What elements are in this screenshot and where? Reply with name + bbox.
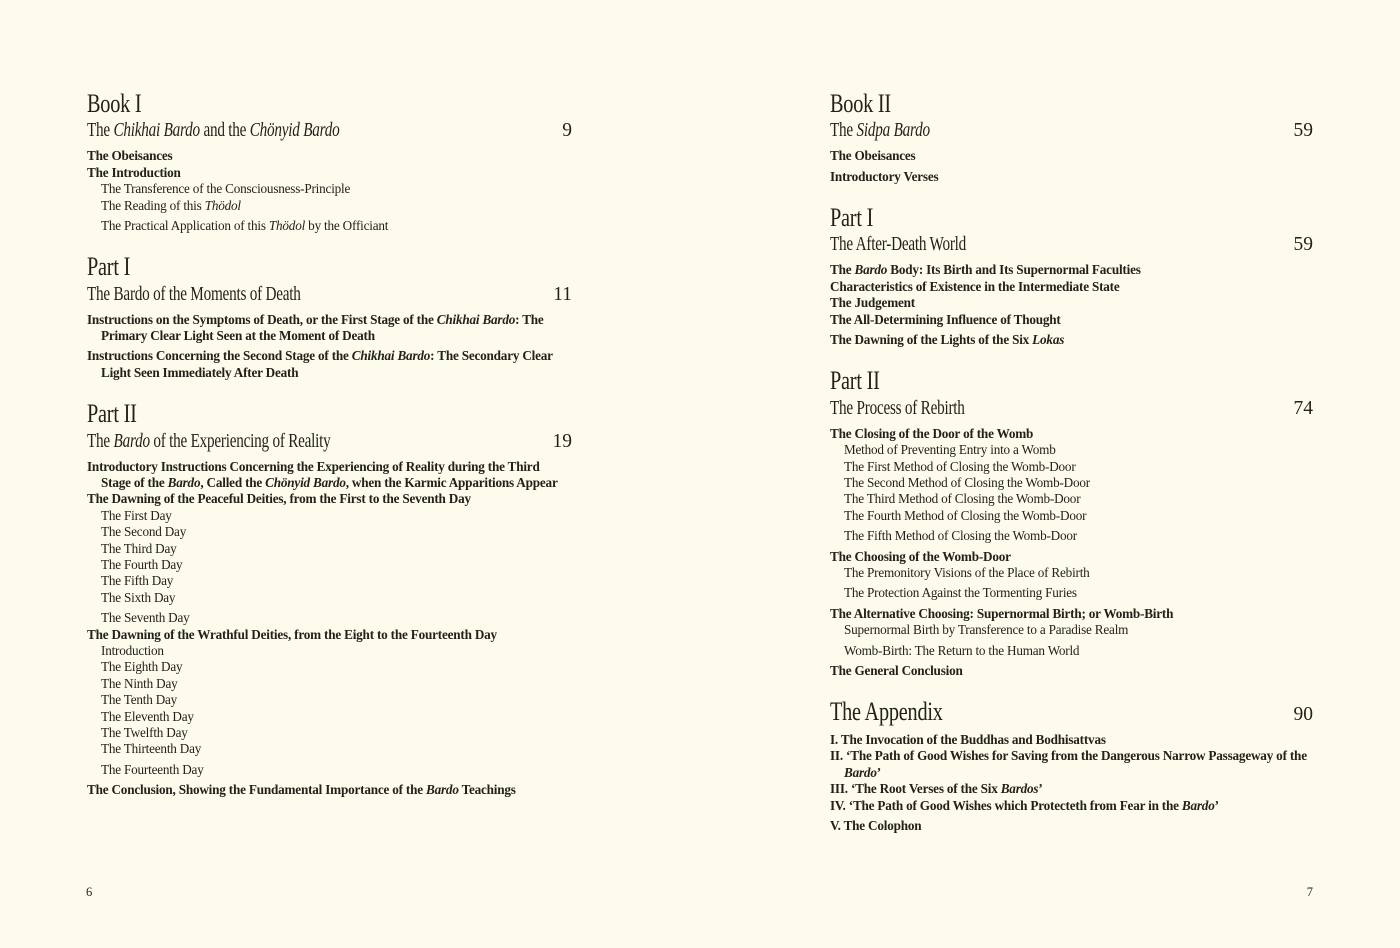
- section-page-ref: 59: [1293, 120, 1313, 142]
- toc-section: [830, 90, 1313, 185]
- section-heading: [830, 367, 1313, 394]
- toc-section: [87, 253, 572, 381]
- toc-section: [830, 204, 1313, 348]
- toc-section: [830, 367, 1313, 679]
- section-heading-label: Part I: [830, 203, 874, 233]
- section-heading: [830, 698, 1313, 725]
- section-page-ref: 9: [562, 120, 572, 142]
- toc-entry: The Fourteenth Day: [101, 761, 204, 777]
- toc-entry: The First Day: [101, 507, 172, 523]
- toc-entry: The Fourth Day: [101, 556, 183, 572]
- toc-entry: Introduction: [101, 643, 164, 659]
- toc-entry: The Dawning of the Peaceful Deities, from the First to the Seventh Day: [87, 491, 471, 507]
- section-title-label: The Sidpa Bardo: [830, 120, 930, 142]
- toc-entry: I. The Invocation of the Buddhas and Bodhisattvas: [830, 731, 1106, 747]
- toc-entry-list: [87, 459, 572, 799]
- folio-number-right: 7: [1306, 885, 1313, 899]
- section-heading-label: Book I: [87, 89, 142, 118]
- section-page-ref: 11: [553, 283, 572, 305]
- section-title: [87, 430, 572, 453]
- toc-entry: The Judgement: [830, 295, 915, 311]
- toc-section: [830, 698, 1313, 834]
- toc-entry: The Dawning of the Lights of the Six Lokas: [830, 332, 1065, 348]
- toc-entry: Supernormal Birth by Transference to a Paradise Realm: [844, 622, 1129, 638]
- toc-entry: III. ‘The Root Verses of the Six Bardos’: [830, 781, 1043, 797]
- toc-entry: The Thirteenth Day: [101, 741, 202, 757]
- toc-entry: The Bardo Body: Its Birth and Its Supernormal Faculties: [830, 262, 1141, 278]
- toc-entry: The Third Method of Closing the Womb-Door: [844, 491, 1081, 507]
- toc-entry: IV. ‘The Path of Good Wishes which Protecteth from Fear in the Bardo’: [830, 797, 1219, 813]
- toc-entry: The Twelfth Day: [101, 725, 188, 741]
- section-heading: [87, 90, 572, 117]
- toc-entry: The Choosing of the Womb-Door: [830, 548, 1011, 564]
- toc-entry: The Dawning of the Wrathful Deities, from the Eight to the Fourteenth Day: [87, 626, 497, 642]
- toc-entry-list: [87, 312, 572, 382]
- toc-entry: The Fourth Method of Closing the Womb-Door: [844, 507, 1087, 523]
- toc-entry: The Reading of this Thödol: [101, 197, 241, 213]
- section-title-label: The Process of Rebirth: [830, 397, 965, 419]
- toc-entry: The Eighth Day: [101, 659, 183, 675]
- toc-entry: Womb-Birth: The Return to the Human World: [844, 642, 1080, 658]
- toc-entry: Method of Preventing Entry into a Womb: [844, 442, 1056, 458]
- toc-entry-list: [830, 262, 1313, 348]
- toc-entry-list: [830, 732, 1313, 834]
- section-heading: [830, 204, 1313, 231]
- toc-entry: The First Method of Closing the Womb-Door: [844, 458, 1076, 474]
- section-title: [87, 119, 572, 142]
- toc-entry: The Alternative Choosing: Supernormal Birth; or Womb-Birth: [830, 605, 1174, 621]
- toc-entry: The Ninth Day: [101, 675, 178, 691]
- toc-entry: The Premonitory Visions of the Place of Rebirth: [844, 564, 1090, 580]
- section-page-ref: 74: [1293, 397, 1313, 419]
- toc-entry: The Transference of the Consciousness-Principle: [101, 181, 351, 197]
- toc-entry: The All-Determining Influence of Thought: [830, 311, 1061, 327]
- toc-entry: Introductory Instructions Concerning the Experiencing of Reality during the Third Stage of the Bardo, Called the Chönyid Bardo, when the Karmic Apparitions Appear: [87, 458, 558, 490]
- toc-entry: The Introduction: [87, 164, 181, 180]
- toc-entry-list: [87, 148, 572, 234]
- section-title: [87, 283, 572, 306]
- toc-entry: Instructions Concerning the Second Stage of the Chikhai Bardo: The Secondary Clear Light Seen Immediately After Death: [87, 348, 553, 380]
- toc-entry: The Closing of the Door of the Womb: [830, 425, 1034, 441]
- section-title-label: The After-Death World: [830, 234, 967, 256]
- section-page-ref: 90: [1293, 704, 1313, 726]
- toc-entry: Introductory Verses: [830, 168, 939, 184]
- section-title-label: The Bardo of the Experiencing of Reality: [87, 430, 331, 452]
- section-page-ref: 19: [552, 430, 572, 452]
- toc-entry: V. The Colophon: [830, 817, 922, 833]
- section-heading-label: Book II: [830, 89, 891, 118]
- toc-entry: The Third Day: [101, 540, 177, 556]
- section-heading: [830, 90, 1313, 117]
- section-title-label: The Chikhai Bardo and the Chönyid Bardo: [87, 120, 340, 142]
- toc-entry-list: [830, 426, 1313, 680]
- section-page-ref: 59: [1293, 234, 1313, 256]
- toc-entry: The Eleventh Day: [101, 708, 194, 724]
- section-title: [830, 233, 1313, 256]
- toc-entry: The General Conclusion: [830, 663, 963, 679]
- toc-entry: The Obeisances: [830, 148, 916, 164]
- toc-entry: The Second Day: [101, 524, 187, 540]
- toc-page-left: [87, 90, 572, 799]
- folio-number-left: 6: [86, 885, 93, 899]
- section-title-label: The Bardo of the Moments of Death: [87, 283, 301, 305]
- section-heading: [87, 253, 572, 280]
- toc-entry: The Practical Application of this Thödol by the Officiant: [101, 217, 389, 233]
- section-heading: [87, 400, 572, 427]
- toc-entry: The Obeisances: [87, 148, 173, 164]
- section-heading-label: The Appendix: [830, 697, 943, 727]
- toc-entry: The Sixth Day: [101, 589, 176, 605]
- section-title: [830, 397, 1313, 420]
- toc-entry: The Seventh Day: [101, 610, 190, 626]
- section-title: [830, 119, 1313, 142]
- toc-entry: Characteristics of Existence in the Intermediate State: [830, 278, 1120, 294]
- toc-entry: The Conclusion, Showing the Fundamental Importance of the Bardo Teachings: [87, 782, 516, 798]
- section-heading-label: Part II: [830, 366, 880, 396]
- toc-entry: The Fifth Day: [101, 573, 174, 589]
- toc-entry: The Second Method of Closing the Womb-Door: [844, 474, 1090, 490]
- section-heading-label: Part I: [87, 252, 131, 282]
- toc-entry: The Tenth Day: [101, 692, 178, 708]
- toc-section: [87, 400, 572, 798]
- toc-entry: II. ‘The Path of Good Wishes for Saving from the Dangerous Narrow Passageway of the Bardo’: [830, 748, 1307, 780]
- toc-section: [87, 90, 572, 234]
- toc-entry: The Fifth Method of Closing the Womb-Door: [844, 528, 1077, 544]
- toc-entry: The Protection Against the Tormenting Furies: [844, 585, 1077, 601]
- toc-entry-list: [830, 148, 1313, 185]
- section-heading-label: Part II: [87, 399, 137, 429]
- toc-entry: Instructions on the Symptoms of Death, or the First Stage of the Chikhai Bardo: The Primary Clear Light Seen at the Moment of Death: [87, 311, 544, 344]
- toc-page-right: [830, 90, 1313, 834]
